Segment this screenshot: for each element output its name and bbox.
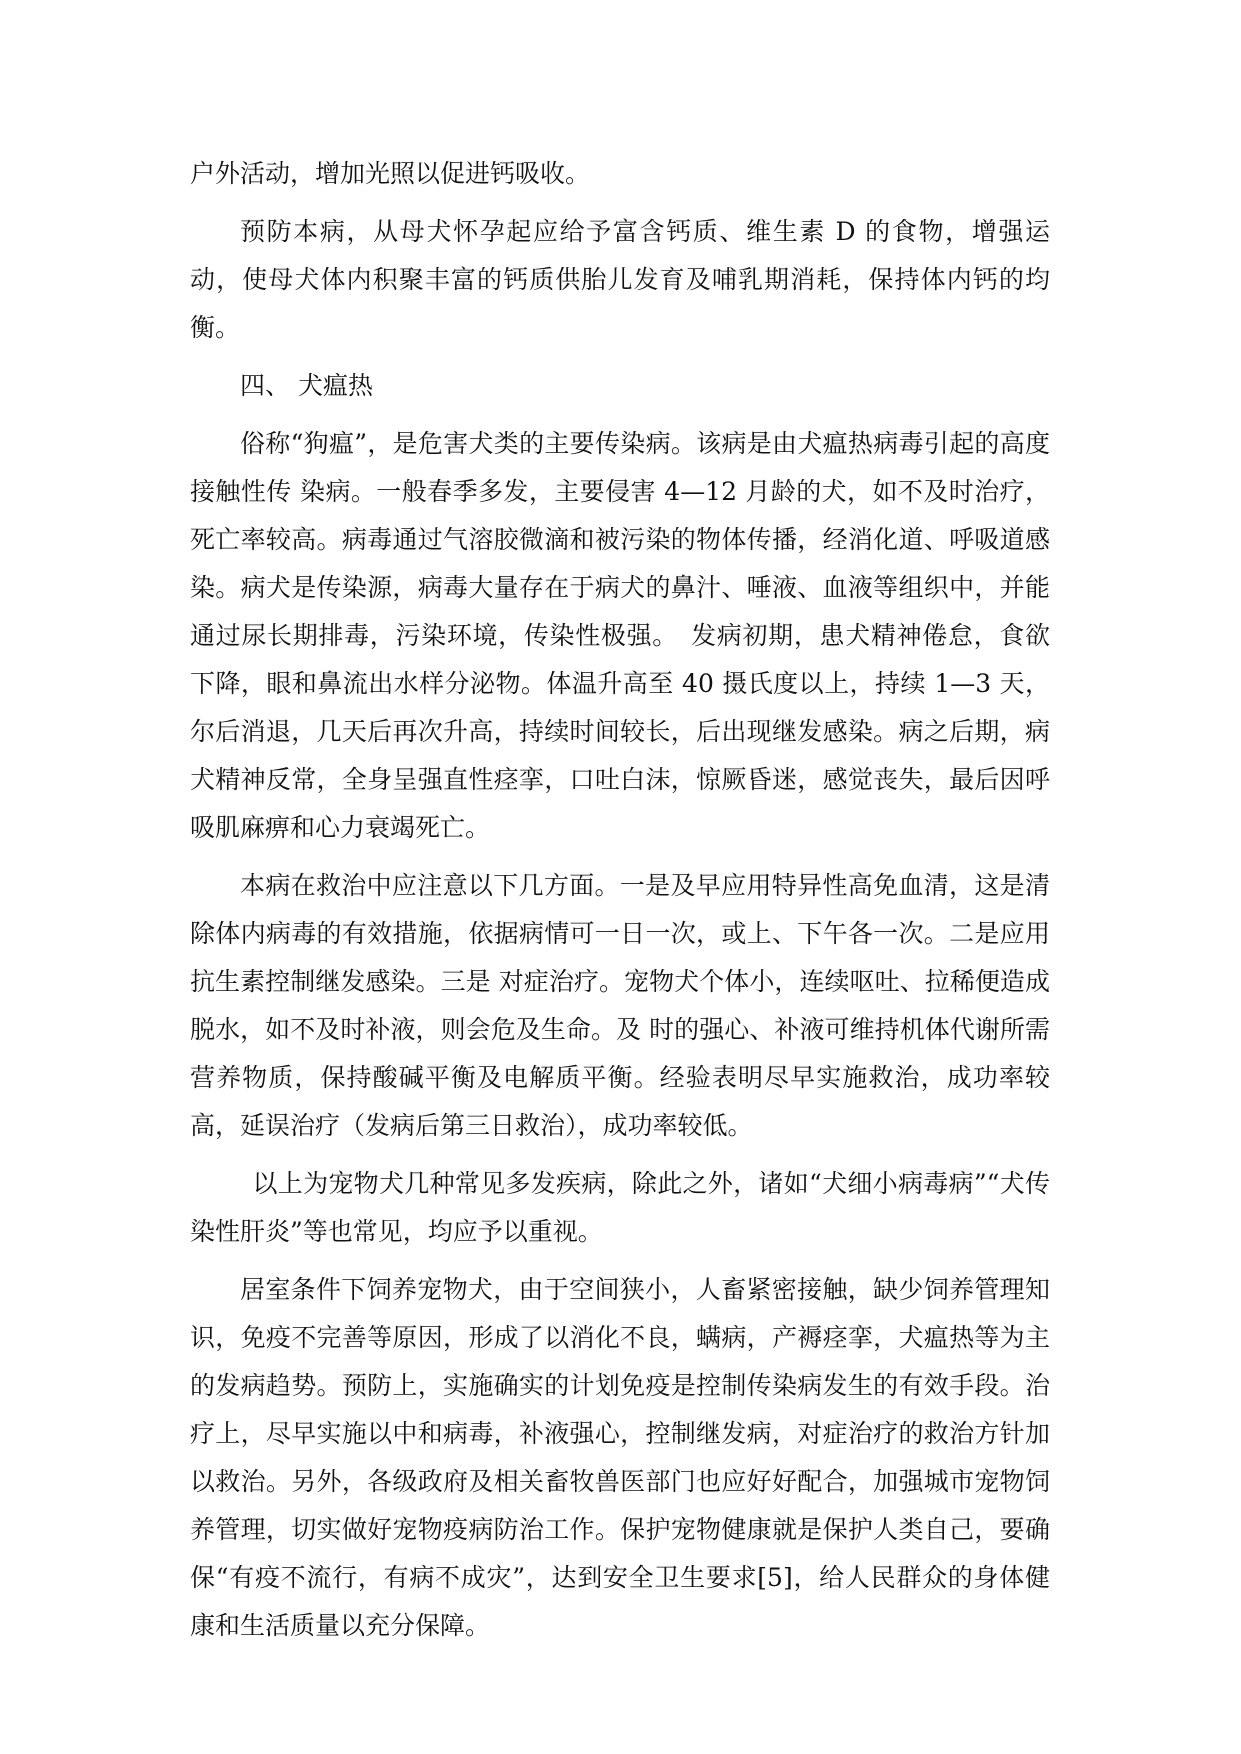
paragraph-other-diseases: 以上为宠物犬几种常见多发疾病，除此之外，诸如“犬细小病毒病”“犬传染性肝炎”等也常见，均应予以重视。 [190, 1169, 1050, 1246]
paragraph-treatment: 本病在救治中应注意以下几方面。一是及早应用特异性高免血清，这是清除体内病毒的有效措施，依据病情可一日一次，或上、下午各一次。二是应用抗生素控制继发感染。三是 对症治疗。宠物犬个体小，连续呕吐、拉稀便造成脱水，如不及时补液，则会危及生命。及 时的强心、补液可维持机体代谢所需营养物质，保持酸碱平衡及电解质平衡。经验表明尽早实施救治，成功率较高，延误治疗（发病后第三日救治），成功率较低。 [190, 871, 1050, 1140]
body-text [190, 150, 1050, 1660]
section-heading-distemper: 四、 犬瘟热 [240, 371, 373, 400]
paragraph-prevention: 预防本病，从母犬怀孕起应给予富含钙质、维生素 D 的食物，增强运动，使母犬体内积聚丰富的钙质供胎儿发育及哺乳期消耗，保持体内钙的均衡。 [190, 217, 1050, 342]
paragraph-conclusion: 居室条件下饲养宠物犬，由于空间狭小，人畜紧密接触，缺少饲养管理知识，免疫不完善等原因，形成了以消化不良，螨病，产褥痉挛，犬瘟热等为主的发病趋势。预防上，实施确实的计划免疫是控制传染病发生的有效手段。治疗上，尽早实施以中和病毒，补液强心，控制继发病，对症治疗的救治方针加以救治。另外，各级政府及相关畜牧兽医部门也应好好配合，加强城市宠物饲养管理，切实做好宠物疫病防治工作。保护宠物健康就是保护人类自己，要确保“有疫不流行，有病不成灾”，达到安全卫生要求[5]，给人民群众的身体健康和生活质量以充分保障。 [190, 1275, 1050, 1640]
paragraph-distemper-description: 俗称“狗瘟”，是危害犬类的主要传染病。该病是由犬瘟热病毒引起的高度接触性传 染病。一般春季多发，主要侵害 4—12 月龄的犬，如不及时治疗，死亡率较高。病毒通过气溶胶微滴和被污染的物体传播，经消化道、呼吸道感染。病犬是传染源，病毒大量存在于病犬的鼻汁、唾液、血液等组织中，并能通过尿长期排毒，污染环境，传染性极强。 发病初期，患犬精神倦怠，食欲下降，眼和鼻流出水样分泌物。体温升高至 40 摄氏度以上，持续 1—3 天，尔后消退，几天后再次升高，持续时间较长，后出现继发感染。病之后期，病犬精神反常，全身呈强直性痉挛，口吐白沫，惊厥昏迷，感觉丧失，最后因呼吸肌麻痹和心力衰竭死亡。 [190, 429, 1050, 842]
paragraph-continuation: 户外活动，增加光照以促进钙吸收。 [190, 159, 591, 188]
